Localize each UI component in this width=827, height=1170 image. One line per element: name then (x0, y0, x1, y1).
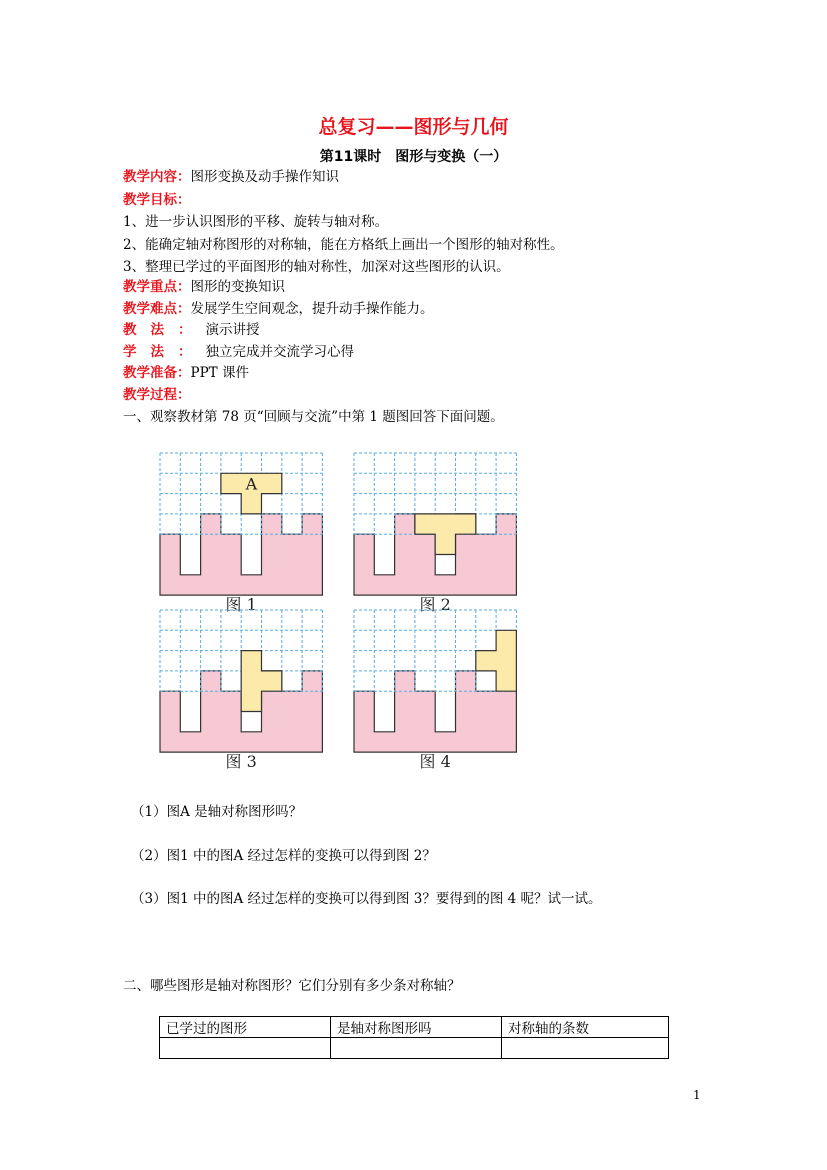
key-point-line (123, 275, 285, 295)
goals-heading (123, 188, 191, 208)
shape-a-letter: A (245, 474, 258, 494)
transformation-figures (155, 448, 530, 770)
base-shape (160, 514, 322, 595)
goal-item: 1、进一步认识图形的平移、旋转与轴对称。 (123, 214, 389, 230)
content-label: 教学内容： (123, 169, 191, 185)
learning-method-label: 学法： (123, 344, 206, 360)
section-two-heading: 二、哪些图形是轴对称图形？它们分别有多少条对称轴？ (123, 978, 461, 994)
figure-caption: 图 3 (225, 752, 257, 770)
teaching-method-line (123, 318, 260, 338)
table-cell[interactable] (160, 1038, 331, 1059)
figure-panel (354, 453, 516, 614)
question-item: （3）图1 中的图A 经过怎样的变换可以得到图 3？要得到的图 4 呢？试一试。 (131, 891, 602, 907)
content-line (123, 165, 339, 185)
table-cell[interactable] (502, 1038, 669, 1059)
preparation-line (123, 361, 249, 381)
shape-a (476, 630, 517, 691)
difficulty-line (123, 297, 434, 317)
teaching-method-text: 演示讲授 (205, 322, 260, 338)
learning-method-line (123, 340, 354, 360)
figure-caption: 图 1 (225, 595, 257, 615)
preparation-label: 教学准备： (123, 365, 191, 381)
table-row (160, 1038, 669, 1059)
key-point-text: 图形的变换知识 (190, 279, 285, 295)
difficulty-text: 发展学生空间观念，提升动手操作能力。 (190, 301, 434, 317)
question-item: （1）图A 是轴对称图形吗？ (131, 804, 303, 820)
process-label: 教学过程： (123, 387, 191, 403)
goal-item: 3、整理已学过的平面图形的轴对称性，加深对这些图形的认识。 (123, 259, 510, 275)
symmetry-table (159, 1016, 669, 1059)
table-header-cell: 已学过的图形 (160, 1017, 331, 1038)
difficulty-label: 教学难点： (123, 301, 191, 317)
page-title: 总复习——图形与几何 (318, 116, 509, 138)
preparation-text: PPT 课件 (190, 365, 249, 381)
page-number: 1 (693, 1088, 701, 1102)
table-header-row (160, 1017, 669, 1038)
question-item: （2）图1 中的图A 经过怎样的变换可以得到图 2？ (131, 848, 436, 864)
table-header-cell: 对称轴的条数 (502, 1017, 669, 1038)
key-point-label: 教学重点： (123, 279, 191, 295)
goal-item: 2、能确定轴对称图形的对称轴，能在方格纸上画出一个图形的轴对称性。 (123, 237, 564, 253)
figure-caption: 图 4 (419, 752, 451, 770)
learning-method-text: 独立完成并交流学习心得 (205, 344, 354, 360)
figure-panel (160, 610, 322, 770)
teaching-method-label: 教法： (123, 322, 206, 338)
figure-panel (354, 610, 516, 770)
section-one-heading: 一、观察教材第 78 页“回顾与交流”中第 1 题图回答下面问题。 (123, 409, 504, 425)
goals-label: 教学目标： (123, 192, 191, 208)
process-heading (123, 383, 191, 403)
lesson-subtitle: 第11课时 图形与变换（一） (319, 149, 508, 165)
base-shape (354, 671, 516, 752)
figure-caption: 图 2 (419, 595, 451, 615)
table-header-cell: 是轴对称图形吗 (331, 1017, 502, 1038)
figure-panel (160, 453, 322, 614)
content-text: 图形变换及动手操作知识 (190, 169, 339, 185)
table-cell[interactable] (331, 1038, 502, 1059)
